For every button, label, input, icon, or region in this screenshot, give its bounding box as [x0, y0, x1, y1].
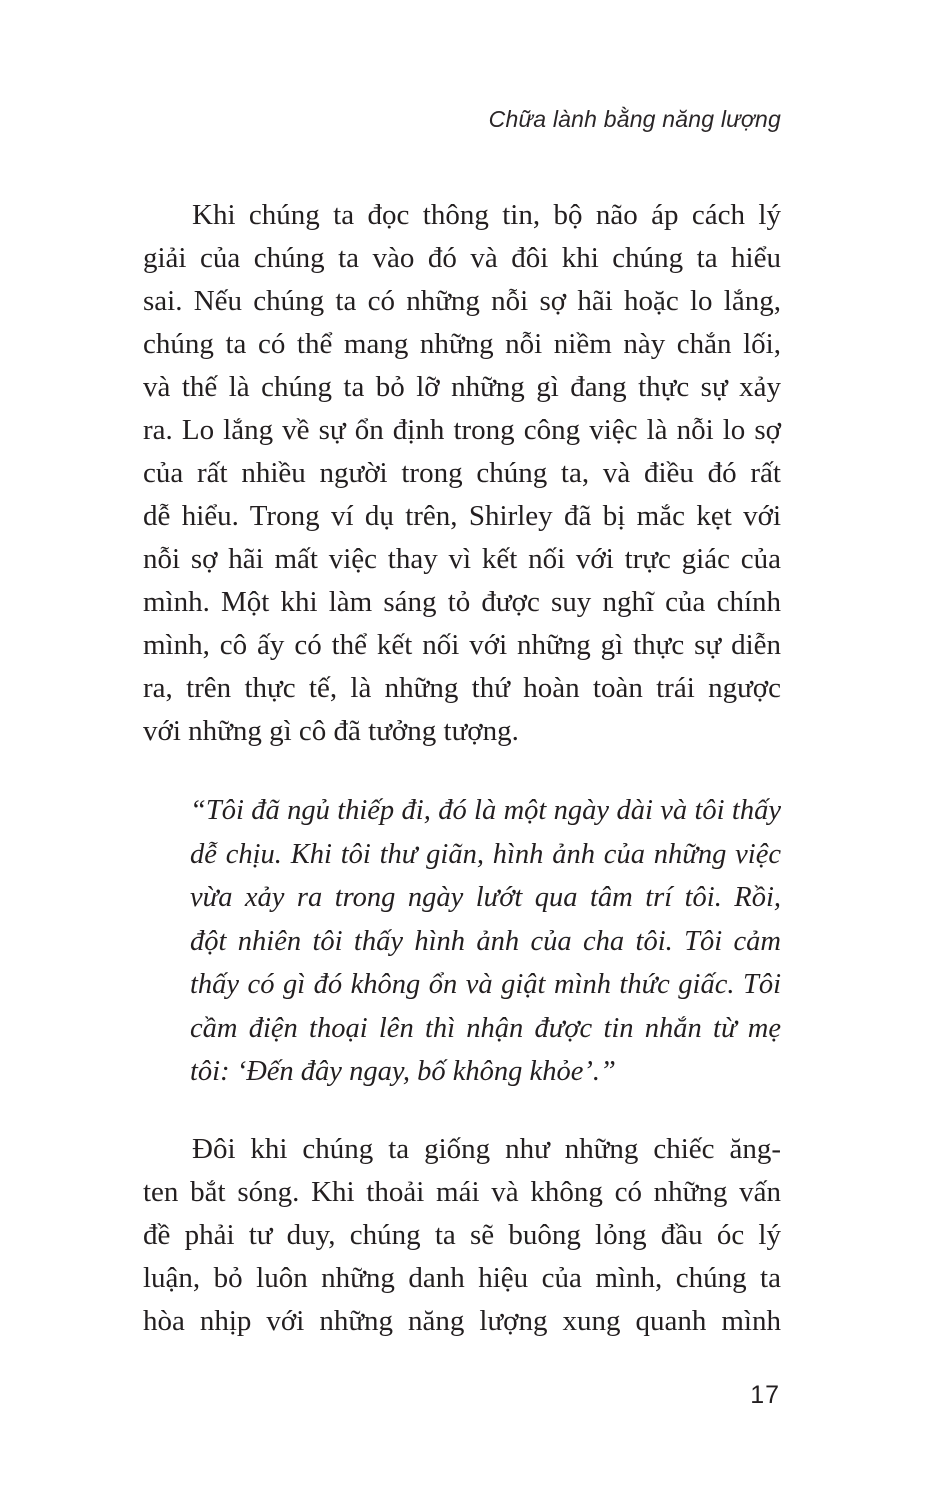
text-line: mình. Một khi làm sáng tỏ được suy nghĩ của chính	[143, 586, 781, 618]
text-line: và thế là chúng ta bỏ lỡ những gì đang thực sự xảy	[143, 371, 781, 403]
text-line: nỗi sợ hãi mất việc thay vì kết nối với trực giác của	[143, 543, 781, 575]
page-number: 17	[750, 1381, 780, 1409]
block-quote	[190, 789, 781, 1094]
text-line: đề phải tư duy, chúng ta sẽ buông lỏng đầu óc lý	[143, 1219, 781, 1251]
text-line: hòa nhịp với những năng lượng xung quanh mình	[143, 1305, 781, 1337]
text-line: Khi chúng ta đọc thông tin, bộ não áp cách lý	[192, 199, 781, 231]
text-line: Đôi khi chúng ta giống như những chiếc ăng-	[192, 1133, 781, 1165]
text-line: của rất nhiều người trong chúng ta, và điều đó rất	[143, 457, 781, 489]
quote-line: “Tôi đã ngủ thiếp đi, đó là một ngày dài và tôi thấy	[190, 795, 781, 826]
text-line: chúng ta có thể mang những nỗi niềm này chắn lối,	[143, 328, 781, 360]
quote-line: tôi: ‘Đến đây ngay, bố không khỏe’.”	[190, 1056, 616, 1087]
paragraph-2	[143, 1128, 781, 1343]
quote-line: thấy có gì đó không ổn và giật mình thức giấc. Tôi	[190, 969, 781, 1000]
paragraph-1	[143, 194, 781, 753]
quote-line: vừa xảy ra trong ngày lướt qua tâm trí tôi. Rồi,	[190, 882, 781, 913]
quote-line: dễ chịu. Khi tôi thư giãn, hình ảnh của những việc	[190, 838, 781, 870]
quote-line: đột nhiên tôi thấy hình ảnh của cha tôi. Tôi cảm	[190, 925, 781, 957]
text-line: với những gì cô đã tưởng tượng.	[143, 715, 519, 747]
text-line: giải của chúng ta vào đó và đôi khi chúng ta hiểu	[143, 242, 781, 274]
text-line: dễ hiểu. Trong ví dụ trên, Shirley đã bị mắc kẹt với	[143, 500, 781, 532]
text-line: mình, cô ấy có thể kết nối với những gì thực sự diễn	[143, 629, 781, 661]
text-line: ra, trên thực tế, là những thứ hoàn toàn trái ngược	[143, 672, 781, 704]
quote-line: cầm điện thoại lên thì nhận được tin nhắn từ mẹ	[190, 1012, 781, 1044]
text-line: luận, bỏ luôn những danh hiệu của mình, chúng ta	[143, 1262, 781, 1294]
text-line: sai. Nếu chúng ta có những nỗi sợ hãi hoặc lo lắng,	[143, 285, 781, 317]
running-header: Chữa lành bằng năng lượng	[488, 106, 781, 132]
text-line: ra. Lo lắng về sự ổn định trong công việc là nỗi lo sợ	[143, 414, 781, 446]
text-line: ten bắt sóng. Khi thoải mái và không có những vấn	[143, 1176, 781, 1208]
